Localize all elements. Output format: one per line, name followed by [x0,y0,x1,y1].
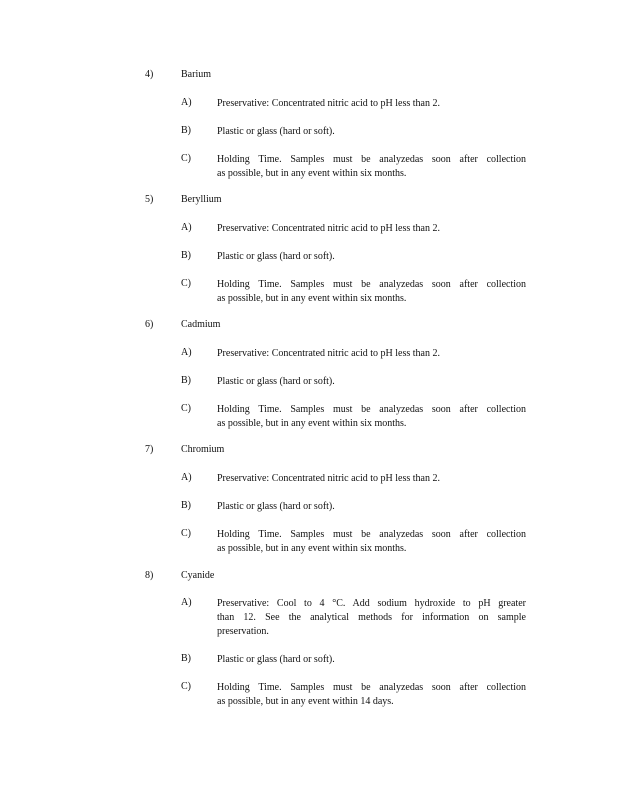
item-text [217,347,526,361]
item-letter: C) [181,278,191,289]
section-title: Chromium [181,444,225,455]
section-number: 7) [145,444,154,455]
item-letter: C) [181,153,191,164]
item-line: Preservative: Concentrated nitric acid to pH less than 2. [217,223,440,234]
item-text [217,375,526,389]
item-letter: A) [181,597,192,608]
section-number: 6) [145,319,154,330]
item-line: Holding Time. Samples must be analyzedas soon after collection [217,404,526,415]
item-line: as possible, but in any event within six months. [217,293,407,304]
item-letter: C) [181,681,191,692]
item-line: as possible, but in any event within 14 days. [217,696,394,707]
item-text [217,403,526,431]
item-text [217,125,526,139]
item-text [217,222,526,236]
item-text [217,528,526,556]
section-title: Cyanide [181,570,215,581]
item-line: Preservative: Concentrated nitric acid to pH less than 2. [217,348,440,359]
section-title: Barium [181,69,211,80]
item-text [217,472,526,486]
section-title: Cadmium [181,319,221,330]
section-title: Beryllium [181,194,222,205]
item-text [217,278,526,306]
item-line: as possible, but in any event within six months. [217,418,407,429]
item-line: as possible, but in any event within six months. [217,168,407,179]
item-line: Holding Time. Samples must be analyzedas soon after collection [217,682,526,693]
item-letter: A) [181,97,192,108]
item-text [217,653,526,667]
item-letter: A) [181,347,192,358]
item-line: Plastic or glass (hard or soft). [217,126,335,137]
item-text [217,250,526,264]
item-text [217,153,526,181]
item-line: Preservative: Cool to 4 °C. Add sodium hydroxide to pH greater [217,598,526,609]
item-line: Preservative: Concentrated nitric acid to pH less than 2. [217,98,440,109]
item-line: Holding Time. Samples must be analyzedas soon after collection [217,279,526,290]
item-letter: B) [181,500,191,511]
item-text [217,597,526,639]
item-line: than 12. See the analytical methods for information on sample [217,612,526,623]
item-letter: C) [181,403,191,414]
item-line: Holding Time. Samples must be analyzedas soon after collection [217,154,526,165]
item-text [217,97,526,111]
item-text [217,500,526,514]
item-letter: B) [181,250,191,261]
item-line: Plastic or glass (hard or soft). [217,376,335,387]
item-letter: B) [181,125,191,136]
item-line: Holding Time. Samples must be analyzedas soon after collection [217,529,526,540]
item-letter: C) [181,528,191,539]
item-line: preservation. [217,626,269,637]
item-line: Plastic or glass (hard or soft). [217,251,335,262]
section-number: 4) [145,69,154,80]
section-number: 5) [145,194,154,205]
item-letter: B) [181,375,191,386]
item-line: Plastic or glass (hard or soft). [217,501,335,512]
item-letter: A) [181,222,192,233]
item-line: Plastic or glass (hard or soft). [217,654,335,665]
section-number: 8) [145,570,154,581]
item-letter: A) [181,472,192,483]
item-line: as possible, but in any event within six months. [217,543,407,554]
item-line: Preservative: Concentrated nitric acid to pH less than 2. [217,473,440,484]
item-letter: B) [181,653,191,664]
item-text [217,681,526,709]
